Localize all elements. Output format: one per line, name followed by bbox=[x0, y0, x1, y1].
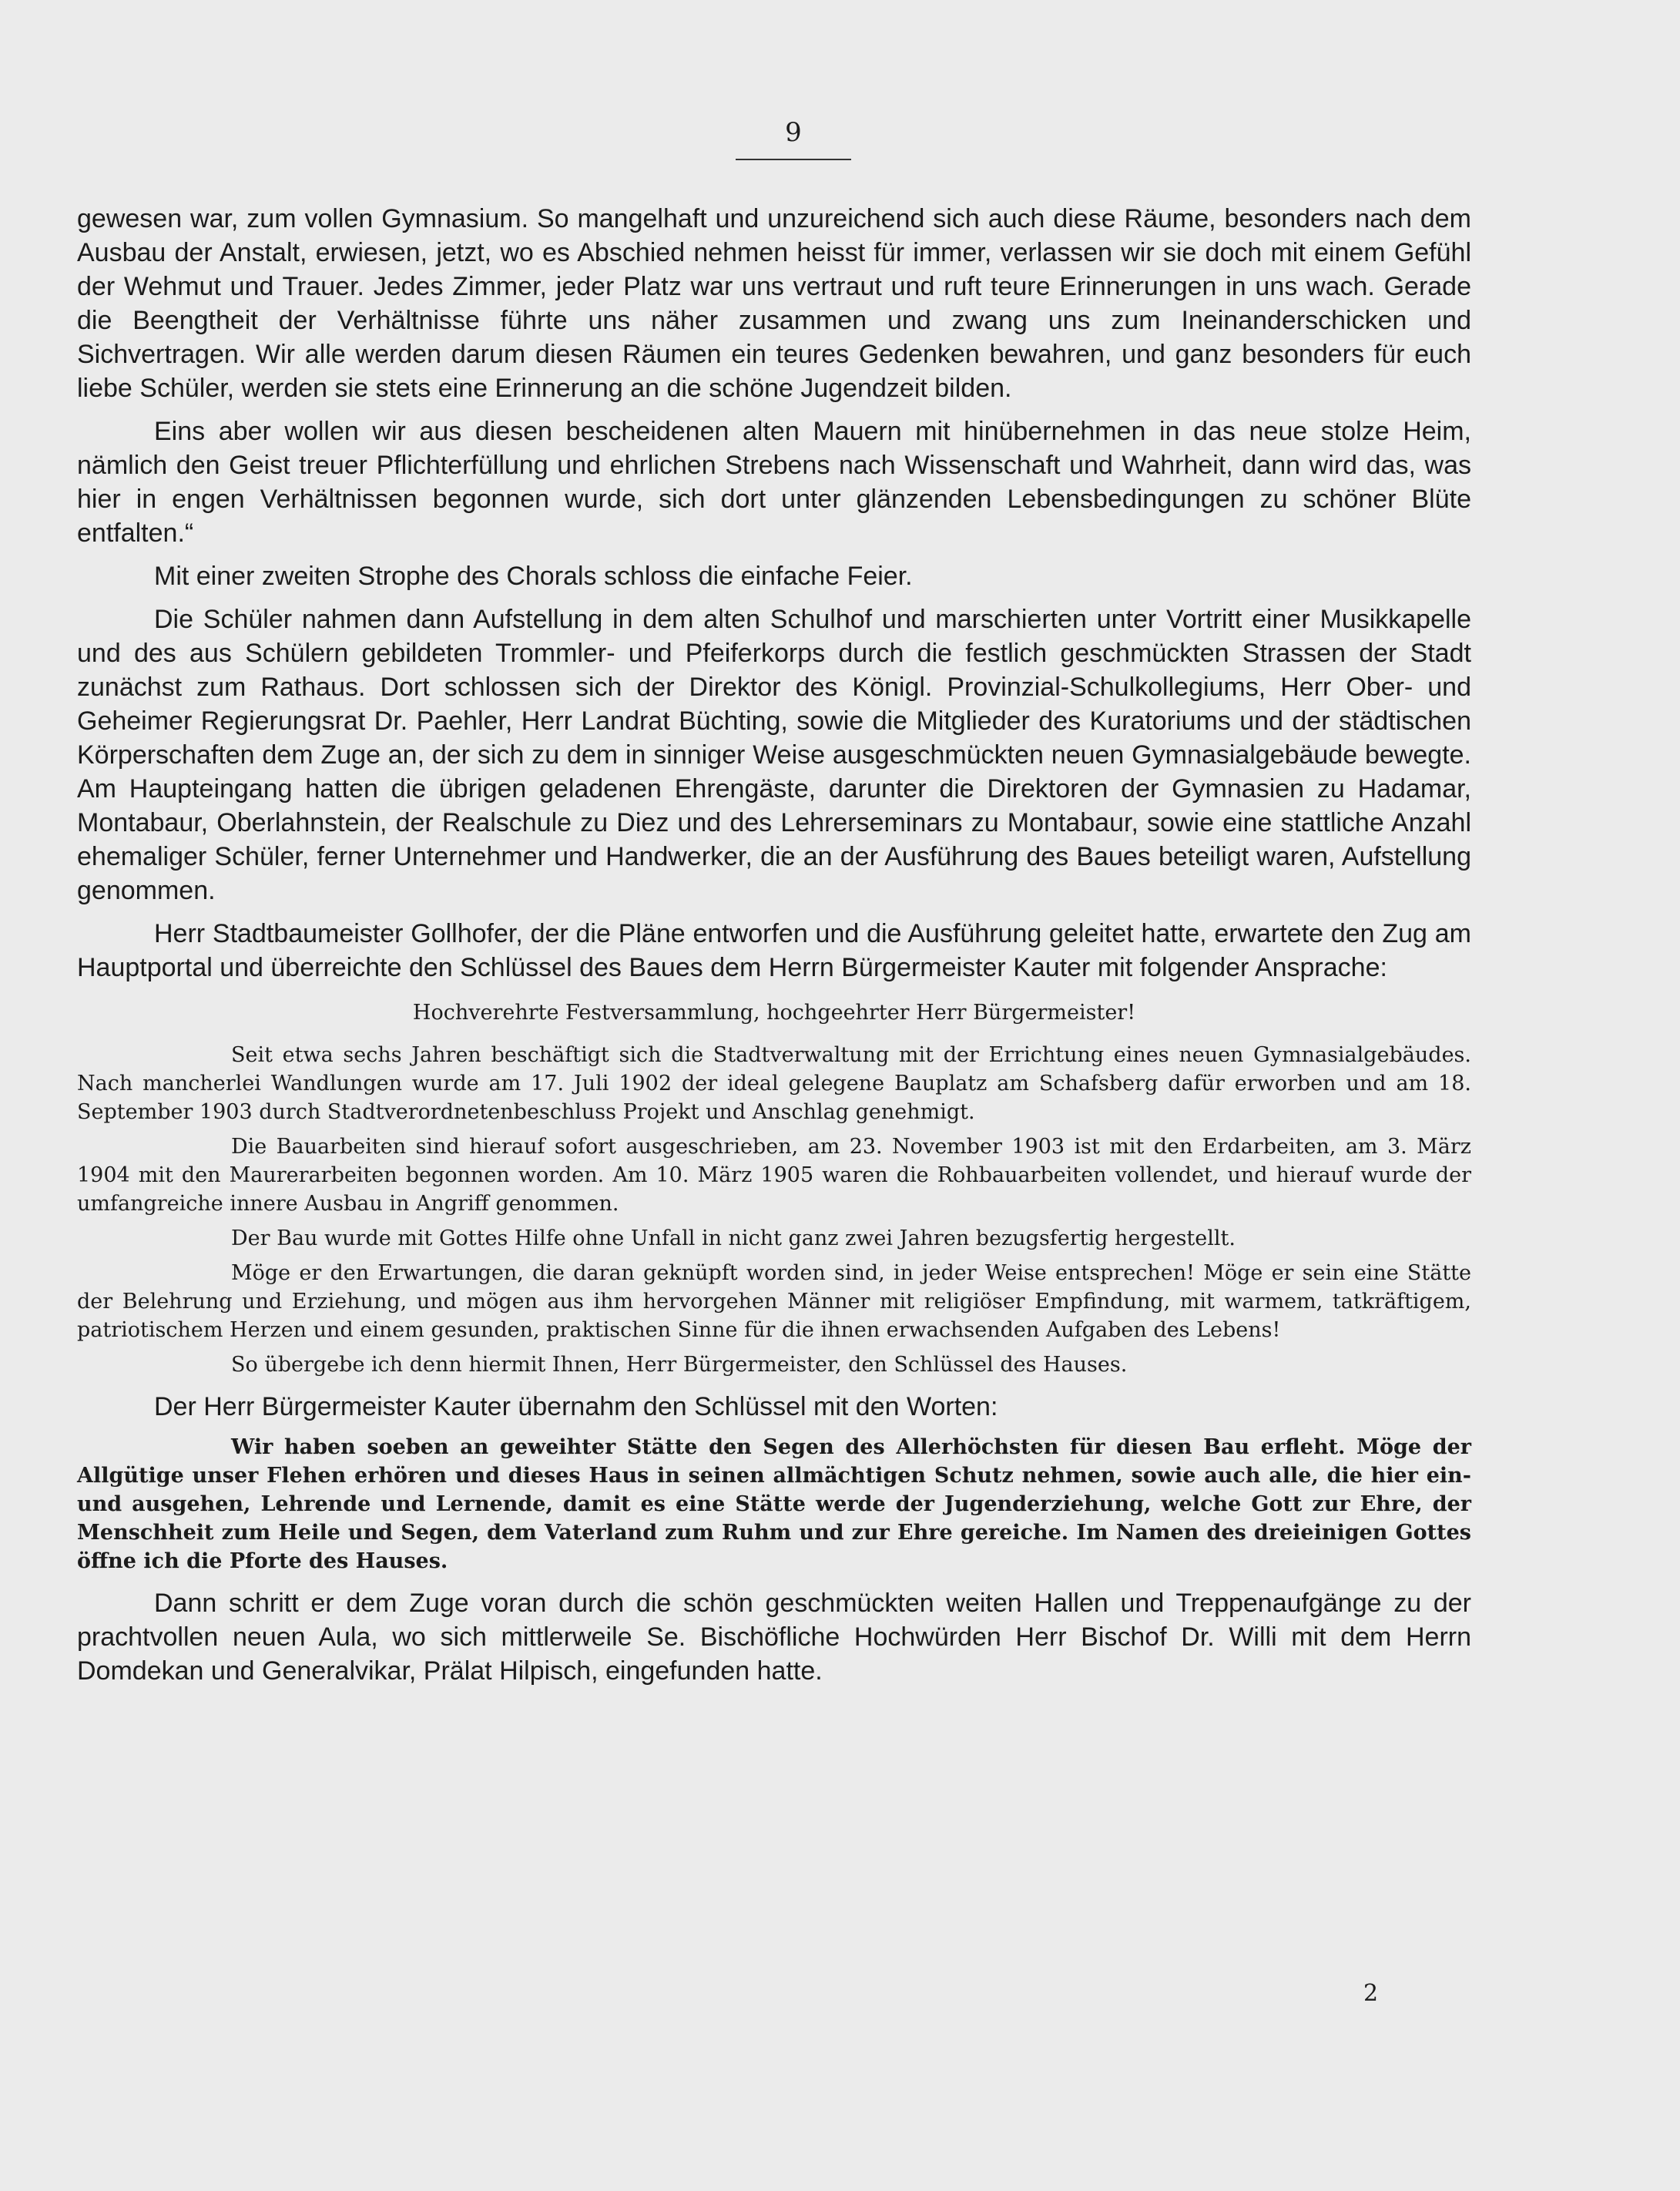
paragraph-2: Eins aber wollen wir aus diesen bescheidenen alten Mauern mit hinübernehmen in das neue stolze Heim, nämlich den Geist treuer Pflichterfüllung und ehrlichen Strebens nach Wissenschaft und Wahrheit, dann wird das, was hier in engen Verhältnissen begonnen wurde, sich dort unter glänzenden Lebensbedingungen zu schöner Blüte entfalten.“ bbox=[77, 417, 1471, 548]
paragraph-3: Mit einer zweiten Strophe des Chorals schloss die einfache Feier. bbox=[154, 562, 913, 591]
paragraph-5: Herr Stadtbaumeister Gollhofer, der die Pläne entworfen und die Ausführung geleitet hatte, erwartete den Zug am Hauptportal und überreichte den Schlüssel des Baues dem Herrn Bürgermeister Kauter mit folgender Ansprache: bbox=[77, 919, 1471, 982]
page-number: 9 bbox=[736, 117, 851, 160]
speech-mayor bbox=[77, 1433, 1471, 1575]
signature-mark: 2 bbox=[1363, 1980, 1379, 2007]
speech-paragraph-2: Die Bauarbeiten sind hierauf sofort ausgeschrieben, am 23. November 1903 ist mit den Erdarbeiten, am 3. März 1904 mit den Maurerarbeiten begonnen worden. Am 10. März 1905 waren die Rohbauarbeiten vollendet, und hierauf wurde der umfangreiche innere Ausbau in Angriff genommen. bbox=[77, 1135, 1471, 1216]
speech-mayor-text: Wir haben soeben an geweihter Stätte den Segen des Allerhöchsten für diesen Bau erfleht. Möge der Allgütige unser Flehen erhören und dieses Haus in seinen allmächtigen Schutz nehmen, sowie auch alle, die hier ein- und ausgehen, Lehrende und Lernende, damit es eine Stätte werde der Jugenderziehung, welche Gott zur Ehre, der Menschheit zum Heile und Segen, dem Vaterland zum Ruhm und zur Ehre gereiche. Im Namen des dreieinigen Gottes öffne ich die Pforte des Hauses. bbox=[77, 1435, 1471, 1573]
paragraph-7: Dann schritt er dem Zuge voran durch die schön geschmückten weiten Hallen und Treppenaufgänge zu der prachtvollen neuen Aula, wo sich mittlerweile Se. Bischöfliche Hochwürden Herr Bischof Dr. Willi mit dem Herrn Domdekan und Generalvikar, Prälat Hilpisch, eingefunden hatte. bbox=[77, 1589, 1471, 1686]
speech-paragraph-5: So übergebe ich denn hiermit Ihnen, Herr Bürgermeister, den Schlüssel des Hauses. bbox=[231, 1353, 1128, 1377]
speech-paragraph-1: Seit etwa sechs Jahren beschäftigt sich die Stadtverwaltung mit der Errichtung eines neuen Gymnasialgebäudes. Nach mancherlei Wandlungen wurde am 17. Juli 1902 der ideal gelegene Bauplatz am Schafsberg dafür erworben und am 18. September 1903 durch Stadtverordnetenbeschluss Projekt und Anschlag genehmigt. bbox=[77, 1043, 1471, 1124]
speech-paragraph-4: Möge er den Erwartungen, die daran geknüpft worden sind, in jeder Weise entsprechen! Möge er sein eine Stätte der Belehrung und Erziehung, und mögen aus ihm hervorgehen Männer mit religiöser Empfindung, mit warmem, tatkräftigem, patriotischem Herzen und einem gesunden, praktischen Sinne für die ihnen erwachsenden Aufgaben des Lebens! bbox=[77, 1261, 1471, 1342]
main-text bbox=[77, 202, 1471, 1697]
paragraph-1: gewesen war, zum vollen Gymnasium. So mangelhaft und unzureichend sich auch diese Räume, besonders nach dem Ausbau der Anstalt, erwiesen, jetzt, wo es Abschied nehmen heisst für immer, verlassen wir sie doch mit einem Gefühl der Wehmut und Trauer. Jedes Zimmer, jeder Platz war uns vertraut und ruft teure Erinnerungen in uns wach. Gerade die Beengtheit der Verhältnisse führte uns näher zusammen und zwang uns zum Ineinanderschicken und Sichvertragen. Wir alle werden darum diesen Räumen ein teures Gedenken bewahren, und ganz besonders für euch liebe Schüler, werden sie stets eine Erinnerung an die schöne Jugendzeit bilden. bbox=[77, 204, 1471, 403]
speech-architect bbox=[77, 998, 1471, 1379]
paragraph-4: Die Schüler nahmen dann Aufstellung in dem alten Schulhof und marschierten unter Vortritt einer Musikkapelle und des aus Schülern gebildeten Trommler- und Pfeiferkorps durch die festlich geschmückten Strassen der Stadt zunächst zum Rathaus. Dort schlossen sich der Direktor des Königl. Provinzial-Schulkollegiums, Herr Ober- und Geheimer Regierungsrat Dr. Paehler, Herr Landrat Büchting, sowie die Mitglieder des Kuratoriums und der städtischen Körperschaften dem Zuge an, der sich zu dem in sinniger Weise ausgeschmückten neuen Gymnasialgebäude bewegte. Am Haupteingang hatten die übrigen geladenen Ehrengäste, darunter die Direktoren der Gymnasien zu Hadamar, Montabaur, Oberlahnstein, der Realschule zu Diez und des Lehrerseminars zu Montabaur, sowie eine stattliche Anzahl ehemaliger Schüler, ferner Unternehmer und Handwerker, die an der Ausführung des Baues beteiligt waren, Aufstellung genommen. bbox=[77, 605, 1471, 905]
speech-paragraph-3: Der Bau wurde mit Gottes Hilfe ohne Unfall in nicht ganz zwei Jahren bezugsfertig hergestellt. bbox=[231, 1226, 1236, 1250]
speech-salutation: Hochverehrte Festversammlung, hochgeehrter Herr Bürgermeister! bbox=[412, 1001, 1136, 1025]
paragraph-6: Der Herr Bürgermeister Kauter übernahm den Schlüssel mit den Worten: bbox=[154, 1392, 998, 1421]
